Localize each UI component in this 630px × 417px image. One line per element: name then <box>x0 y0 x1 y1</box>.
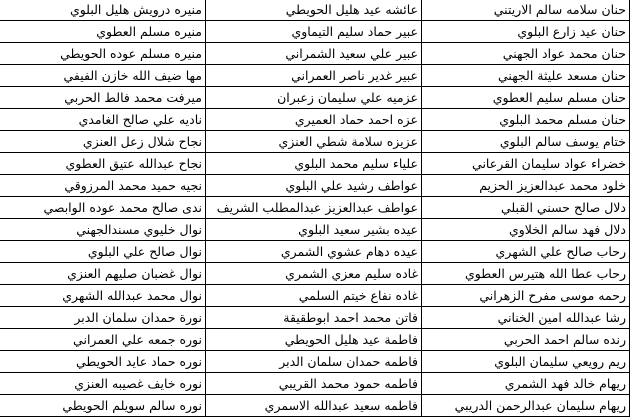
name-cell: نوره خايف غصيبه العنزي <box>0 373 206 395</box>
table-row <box>0 153 630 175</box>
name-cell: نوره سالم سويلم الحويطي <box>0 395 206 417</box>
table-row <box>0 395 630 417</box>
table-row <box>0 241 630 263</box>
name-cell: رحاب صالح علي الشهري <box>422 241 630 263</box>
name-cell: عائشه عيد هليل الحويطي <box>206 0 422 21</box>
name-cell: عيده بشير سعيد البلوي <box>206 219 422 241</box>
table-row <box>0 43 630 65</box>
table-row <box>0 219 630 241</box>
table-row <box>0 21 630 43</box>
name-cell: نوال خليوي مسندالجهني <box>0 219 206 241</box>
table-row <box>0 285 630 307</box>
name-cell: مها ضيف الله خازن الفيفي <box>0 65 206 87</box>
name-cell: ريهام خالد فهد الشمري <box>422 373 630 395</box>
name-cell: عيده دهام عشوي الشمري <box>206 241 422 263</box>
name-cell: ريم رويعي سليمان البلوي <box>422 351 630 373</box>
name-cell: رشا عبدالله امين الخناني <box>422 307 630 329</box>
name-cell: علياء سليم محمد البلوي <box>206 153 422 175</box>
name-cell: نوره جمعه علي العمراني <box>0 329 206 351</box>
name-cell: فاطمه سعيد عبدالله الاسمري <box>206 395 422 417</box>
table-row <box>0 307 630 329</box>
name-cell: نجاح شلال زعل العنزي <box>0 131 206 153</box>
name-cell: عواطف رشيد علي البلوي <box>206 175 422 197</box>
name-cell: نوره حماد عايد الحويطي <box>0 351 206 373</box>
name-cell: عبير غدير ناصر العمراني <box>206 65 422 87</box>
table-row <box>0 131 630 153</box>
name-cell: رنده سالم احمد الحربي <box>422 329 630 351</box>
name-cell: حنان مسلم سليم العطوي <box>422 87 630 109</box>
table-row <box>0 197 630 219</box>
table-row <box>0 65 630 87</box>
name-cell: نجيه حميد محمد المرزوقي <box>0 175 206 197</box>
name-cell: ريهام سليمان عبدالرحمن الدريبي <box>422 395 630 417</box>
name-cell: خلود محمد عبدالعزيز الحزيم <box>422 175 630 197</box>
name-cell: منيره درويش هليل البلوي <box>0 0 206 21</box>
name-cell: رحمه موسى مفرح الزهراني <box>422 285 630 307</box>
table-row <box>0 351 630 373</box>
name-cell: دلال فهد سالم الخلاوي <box>422 219 630 241</box>
table-row <box>0 175 630 197</box>
name-cell: دلال صالح حسني القبلي <box>422 197 630 219</box>
table-row <box>0 263 630 285</box>
name-cell: خضراء عواد سليمان القرعاني <box>422 153 630 175</box>
table-row <box>0 373 630 395</box>
name-cell: نوال غضبان صليهم العنزي <box>0 263 206 285</box>
name-cell: عزه احمد حماد العميري <box>206 109 422 131</box>
table-row <box>0 329 630 351</box>
table-row <box>0 87 630 109</box>
name-cell: غاده سليم معزي الشمري <box>206 263 422 285</box>
name-cell: عبير علي سعيد الشمراني <box>206 43 422 65</box>
name-cell: عزميه علي سليمان زعبران <box>206 87 422 109</box>
name-cell: ناديه علي صالح الغامدي <box>0 109 206 131</box>
name-cell: فاتن محمد احمد ابوطقيقة <box>206 307 422 329</box>
name-cell: ختام يوسف سالم البلوي <box>422 131 630 153</box>
name-cell: رحاب عطا الله هتيرس العطوي <box>422 263 630 285</box>
name-cell: حنان سلامه سالم الاريتني <box>422 0 630 21</box>
name-cell: عزيزه سلامة شطي العنزي <box>206 131 422 153</box>
name-cell: منيره مسلم العطوي <box>0 21 206 43</box>
table-row <box>0 0 630 21</box>
name-cell: حنان مسعد عليثة الجهني <box>422 65 630 87</box>
name-cell: نجاح عبدالله عتيق العطوي <box>0 153 206 175</box>
name-cell: فاطمه حمود محمد القريبي <box>206 373 422 395</box>
name-cell: نوال صالح علي البلوي <box>0 241 206 263</box>
name-cell: حنان محمد عواد الجهني <box>422 43 630 65</box>
name-cell: ندى صالح محمد عوده الوابصي <box>0 197 206 219</box>
name-cell: نوال محمد عبدالله الشهري <box>0 285 206 307</box>
name-cell: فاطمه حمدان سلمان الدبر <box>206 351 422 373</box>
name-cell: فاطمة عيد هليل الحويطي <box>206 329 422 351</box>
name-cell: منيره مسلم عوده الحويطي <box>0 43 206 65</box>
name-cell: عبير حماد سليم التيماوي <box>206 21 422 43</box>
name-cell: نورة حمدان سلمان الدبر <box>0 307 206 329</box>
table-row <box>0 109 630 131</box>
name-cell: ميرفت محمد فالط الحربي <box>0 87 206 109</box>
name-cell: حنان عيد زارع البلوي <box>422 21 630 43</box>
name-cell: حنان مسلم محمد البلوي <box>422 109 630 131</box>
name-cell: غاده نفاع خيتم السلمي <box>206 285 422 307</box>
name-cell: عواطف عبدالعزيز عبدالمطلب الشريف <box>206 197 422 219</box>
